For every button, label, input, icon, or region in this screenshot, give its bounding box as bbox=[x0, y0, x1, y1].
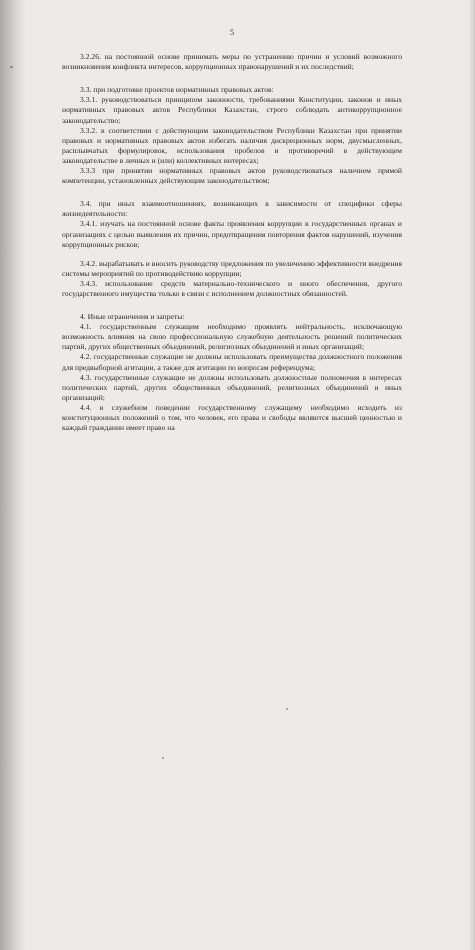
paragraph-4-2: 4.2. государственные служащие не должны использовать преимущества должностного положения для предвыборной агитации, а также для агитации по вопросам референдума; bbox=[62, 352, 402, 372]
scan-speck bbox=[10, 66, 13, 68]
paragraph-3-3: 3.3. при подготовке проектов нормативных правовых актов: bbox=[80, 85, 274, 95]
paragraph-3-4: 3.4. при иных взаимоотношениях, возникающих в зависимости от специфики сферы жизнедеятельности: bbox=[62, 199, 402, 219]
paragraph-3-3-1: 3.3.1. руководствоваться принципом законности, требованиями Конституции, законов и иных нормативных правовых актов Республики Казахстан, строго соблюдать антикоррупционное законодательство; bbox=[62, 95, 402, 125]
page-number: 5 bbox=[230, 28, 234, 37]
paragraph-3-3-2: 3.3.2. в соответствии с действующим законодательством Республики Казахстан при принятии правовых и нормативных правовых актов избегать наличия дискреционных норм, двусмысленных, расплывчатых формулировок, использования пробелов и противоречий в действующем законодательстве в личных и (или) коллективных интересах; bbox=[62, 125, 402, 165]
paragraph-4-4: 4.4. в служебном поведении государственному служащему необходимо исходить из конституционных положений о том, что человек, его права и свободы являются высшей ценностью и каждый гражданин имеет право на bbox=[62, 402, 402, 433]
scan-edge-shadow bbox=[469, 0, 475, 950]
paragraph-4-1: 4.1. государственным служащим необходимо проявлять нейтральность, исключающую возможность влияния на свою профессиональную служебную деятельность решений политических партий, других общественных объединений, религиозных объединений и иных организаций; bbox=[62, 322, 402, 352]
scan-speck bbox=[286, 708, 288, 710]
section-4-heading: 4. Иные ограничения и запреты: bbox=[80, 312, 185, 322]
scan-binding-shadow bbox=[0, 0, 26, 950]
scan-speck bbox=[162, 757, 164, 759]
paragraph-3-2-26: 3.2.26. на постоянной основе принимать меры по устранению причин и условий возможного возникновения конфликта интересов, коррупционных правонарушений и их последствий; bbox=[62, 52, 402, 72]
paragraph-3-4-2: 3.4.2. вырабатывать и вносить руководству предложения по увеличению эффективности внедрения системы мероприятий по противодействию коррупции; bbox=[62, 258, 402, 278]
paragraph-4-3: 4.3. государственные служащие не должны использовать должностные полномочия в интересах политических партий, других общественных объединений, религиозных объединений и иных организаций; bbox=[62, 372, 402, 402]
paragraph-3-4-1: 3.4.1. изучать на постоянной основе факты проявления коррупции в государственных органах и организациях с целью выявления их причин, предотвращения повторения фактов нарушений, изучения коррупционных рисков; bbox=[62, 219, 402, 249]
paragraph-3-3-3: 3.3.3 при принятии нормативных правовых актов руководствоваться наличием прямой компетенции, установленных действующим законодательством; bbox=[62, 166, 402, 186]
paragraph-3-4-3: 3.4.3. использование средств материально-технического и иного обеспечения, другого государственного имущества только в связи с исполнением должностных обязанностей. bbox=[62, 278, 402, 298]
document-body bbox=[62, 28, 402, 433]
